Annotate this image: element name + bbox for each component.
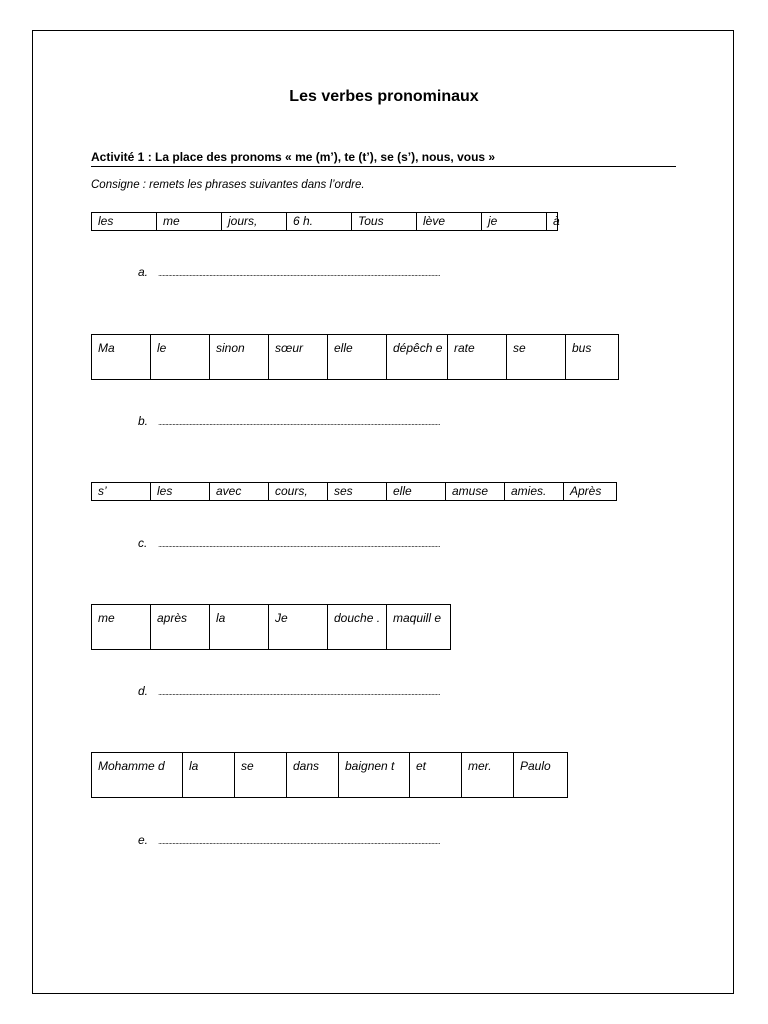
word-cell: et: [410, 753, 462, 798]
word-cell: douche .: [328, 605, 387, 650]
word-cell: Je: [269, 605, 328, 650]
answer-line-b[interactable]: [138, 414, 440, 428]
word-table-a: [91, 212, 558, 231]
word-cell: la: [183, 753, 235, 798]
word-cell: mer.: [462, 753, 514, 798]
word-table-e: [91, 752, 568, 798]
answer-label: a.: [138, 265, 149, 279]
word-cell: je: [482, 213, 547, 231]
word-table-c: [91, 482, 617, 501]
word-cell: Mohamme d: [92, 753, 183, 798]
word-cell: amies.: [505, 483, 564, 501]
word-table-d: [91, 604, 451, 650]
word-cell: Ma: [92, 335, 151, 380]
answer-label: b.: [138, 414, 149, 428]
word-cell: ses: [328, 483, 387, 501]
answer-line-c[interactable]: [138, 536, 440, 550]
word-cell: se: [235, 753, 287, 798]
word-cell: Paulo: [514, 753, 568, 798]
word-cell: les: [92, 213, 157, 231]
word-cell: Tous: [352, 213, 417, 231]
instruction: Consigne : remets les phrases suivantes dans l’ordre.: [91, 179, 365, 191]
word-cell: elle: [387, 483, 446, 501]
page-title: Les verbes pronominaux: [289, 88, 479, 105]
word-cell: la: [210, 605, 269, 650]
dotted-line: ......................................................................................................................................................................................................: [158, 688, 440, 697]
word-cell: me: [157, 213, 222, 231]
word-cell: lève: [417, 213, 482, 231]
word-cell: se: [507, 335, 566, 380]
answer-label: d.: [138, 684, 149, 698]
page-border: [32, 30, 734, 994]
word-cell: sinon: [210, 335, 269, 380]
answer-label: e.: [138, 833, 149, 847]
word-cell: baignen t: [339, 753, 410, 798]
word-cell: bus: [566, 335, 619, 380]
answer-line-e[interactable]: [138, 833, 440, 847]
answer-line-a[interactable]: [138, 265, 440, 279]
word-cell: dans: [287, 753, 339, 798]
answer-line-d[interactable]: [138, 684, 440, 698]
dotted-line: ......................................................................................................................................................................................................: [158, 837, 440, 846]
dotted-line: ......................................................................................................................................................................................................: [158, 269, 440, 278]
activity-heading: Activité 1 : La place des pronoms « me (m’), te (t’), se (s’), nous, vous »: [91, 150, 676, 167]
word-cell: elle: [328, 335, 387, 380]
word-cell: 6 h.: [287, 213, 352, 231]
word-cell: dépêch e: [387, 335, 448, 380]
word-cell: maquill e: [387, 605, 451, 650]
word-cell: amuse: [446, 483, 505, 501]
dotted-line: ......................................................................................................................................................................................................: [158, 540, 440, 549]
dotted-line: ......................................................................................................................................................................................................: [158, 418, 440, 427]
word-cell: avec: [210, 483, 269, 501]
word-cell: me: [92, 605, 151, 650]
word-cell: sœur: [269, 335, 328, 380]
word-cell: rate: [448, 335, 507, 380]
word-cell: après: [151, 605, 210, 650]
word-cell: jours,: [222, 213, 287, 231]
answer-label: c.: [138, 536, 148, 550]
word-table-b: [91, 334, 619, 380]
word-cell: s’: [92, 483, 151, 501]
word-cell: le: [151, 335, 210, 380]
word-cell: Après: [564, 483, 617, 501]
word-cell: cours,: [269, 483, 328, 501]
word-cell: à: [547, 213, 558, 231]
word-cell: les: [151, 483, 210, 501]
